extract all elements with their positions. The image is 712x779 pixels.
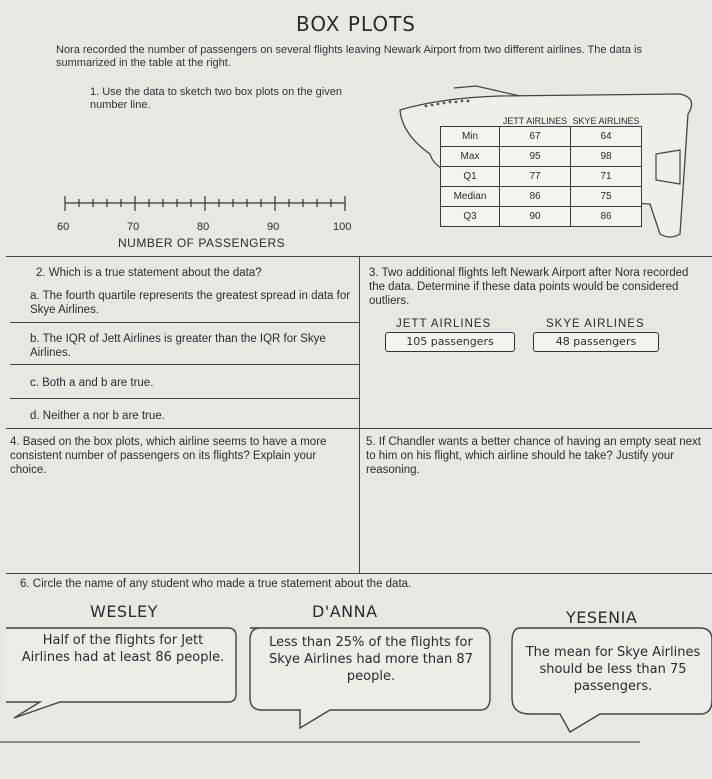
number-line-ticks — [65, 196, 345, 211]
statement-danna: Less than 25% of the flights for Skye Airlines had more than 87 people. — [269, 635, 473, 684]
table-cell: 77 — [500, 167, 571, 187]
intro-text: Nora recorded the number of passengers on several flights leaving Newark Airport from two different airlines. The data is summarized in the table at the right. — [56, 44, 642, 69]
tick-label-90: 90 — [267, 221, 280, 233]
table-row — [441, 207, 642, 227]
row-label: Max — [441, 147, 500, 167]
value-box-jett: 105 passengers — [385, 332, 515, 352]
question-5-text: 5. If Chandler wants a better chance of having an empty seat next to him on his flight, which airline should he take? Justify your reasoning. — [366, 436, 701, 476]
table-cell: 86 — [500, 187, 571, 207]
column-header-jett: JETT AIRLINES — [502, 116, 568, 126]
table-cell: 90 — [500, 207, 571, 227]
option-b[interactable]: b. The IQR of Jett Airlines is greater than the IQR for Skye Airlines. — [30, 333, 326, 359]
table-corner — [441, 96, 500, 127]
question-2-text: 2. Which is a true statement about the data? — [36, 267, 262, 279]
column-header-skye: SKYE AIRLINES — [572, 116, 640, 126]
option-c[interactable]: c. Both a and b are true. — [30, 377, 154, 389]
question-1-text: 1. Use the data to sketch two box plots on the given number line. — [90, 86, 342, 111]
student-name-yesenia[interactable]: YESENIA — [566, 608, 638, 627]
summary-table — [440, 96, 642, 227]
table-cell: 67 — [500, 127, 571, 147]
tick-label-70: 70 — [127, 221, 140, 233]
table-cell: 95 — [500, 147, 571, 167]
option-divider — [10, 364, 359, 365]
answer-area-4[interactable] — [10, 490, 355, 570]
table-row — [441, 147, 642, 167]
statement-yesenia: The mean for Skye Airlines should be less than 75 passengers. — [525, 645, 701, 694]
row-label: Q3 — [441, 207, 500, 227]
tick-label-100: 100 — [333, 221, 352, 233]
grid-divider — [6, 428, 712, 429]
table-row — [441, 187, 642, 207]
table-cell: 86 — [571, 207, 642, 227]
table-row — [441, 167, 642, 187]
tick-label-60: 60 — [57, 221, 70, 233]
row-label: Median — [441, 187, 500, 207]
airline-label-jett: JETT AIRLINES — [396, 318, 492, 330]
tick-label-80: 80 — [197, 221, 210, 233]
page-title: BOX PLOTS — [295, 12, 417, 36]
row-label: Q1 — [441, 167, 500, 187]
option-divider — [10, 322, 359, 323]
student-name-wesley[interactable]: WESLEY — [90, 602, 158, 621]
row-label: Min — [441, 127, 500, 147]
question-4-text: 4. Based on the box plots, which airline seems to have a more consistent number of passengers on its flights? Explain your choice. — [10, 436, 327, 476]
option-divider — [10, 398, 359, 399]
table-cell: 64 — [571, 127, 642, 147]
table-cell: 98 — [571, 147, 642, 167]
table-row — [441, 127, 642, 147]
question-6-text: 6. Circle the name of any student who made a true statement about the data. — [20, 578, 412, 590]
table-cell: 75 — [571, 187, 642, 207]
statement-wesley: Half of the flights for Jett Airlines had at least 86 people. — [21, 633, 225, 665]
table-cell: 71 — [571, 167, 642, 187]
value-box-skye: 48 passengers — [533, 332, 659, 352]
option-d[interactable]: d. Neither a nor b are true. — [30, 410, 165, 422]
grid-divider-vertical — [359, 256, 360, 573]
answer-area-5[interactable] — [366, 490, 706, 570]
question-3-text: 3. Two additional flights left Newark Airport after Nora recorded the data. Determine if these data points would be considered outliers. — [369, 267, 689, 307]
option-a[interactable]: a. The fourth quartile represents the greatest spread in data for Skye Airlines. — [30, 290, 351, 316]
airline-label-skye: SKYE AIRLINES — [546, 318, 645, 330]
table-header-row — [441, 96, 642, 127]
grid-divider — [6, 573, 712, 574]
student-name-danna[interactable]: D'ANNA — [312, 602, 378, 621]
axis-title: NUMBER OF PASSENGERS — [118, 236, 286, 250]
